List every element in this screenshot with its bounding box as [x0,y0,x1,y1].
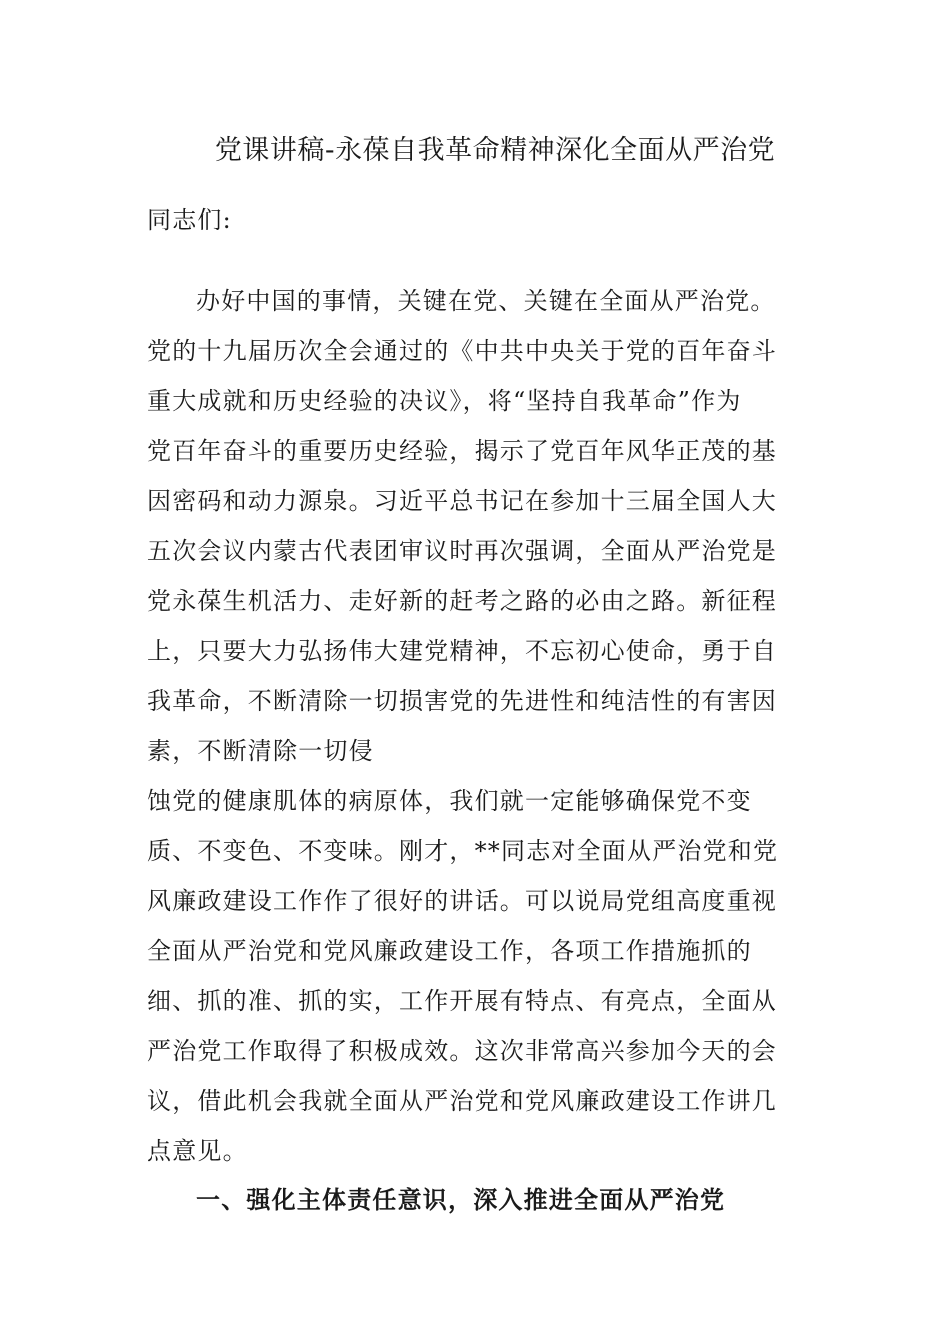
paragraph-line: 蚀党的健康肌体的病原体，我们就一定能够确保党不变 [147,787,752,815]
paragraph-line: 素，不断清除一切侵 [147,737,374,765]
salutation: 同志们: [147,206,232,234]
paragraph-line: 细、抓的准、抓的实，工作开展有特点、有亮点，全面从 [147,987,777,1015]
paragraph-line: 点意见。 [147,1137,248,1165]
paragraph-line: 党百年奋斗的重要历史经验，揭示了党百年风华正茂的基 [147,437,777,465]
paragraph-line: 严治党工作取得了积极成效。这次非常高兴参加今天的会 [147,1037,777,1065]
paragraph-line: 上，只要大力弘扬伟大建党精神，不忘初心使命，勇于自 [147,637,777,665]
paragraph-line: 我革命，不断清除一切损害党的先进性和纯洁性的有害因 [147,687,777,715]
paragraph-line: 办好中国的事情，关键在党、关键在全面从严治党。 [196,287,776,315]
paragraph-line: 全面从严治党和党风廉政建设工作，各项工作措施抓的 [147,937,752,965]
paragraph-line: 重大成就和历史经验的决议》，将“坚持自我革命”作为 [147,387,742,415]
document-title: 党课讲稿-永葆自我革命精神深化全面从严治党 [214,135,776,166]
paragraph-line: 议，借此机会我就全面从严治党和党风廉政建设工作讲几 [147,1087,777,1115]
paragraph-line: 风廉政建设工作作了很好的讲话。可以说局党组高度重视 [147,887,777,915]
paragraph-line: 党永葆生机活力、走好新的赶考之路的必由之路。新征程 [147,587,777,615]
paragraph-line: 因密码和动力源泉。习近平总书记在参加十三届全国人大 [147,487,777,515]
paragraph-line: 党的十九届历次全会通过的《中共中央关于党的百年奋斗 [147,337,777,365]
paragraph-line: 五次会议内蒙古代表团审议时再次强调，全面从严治党是 [147,537,777,565]
section-heading: 一、强化主体责任意识，深入推进全面从严治党 [196,1186,726,1214]
paragraph-line: 质、不变色、不变味。刚才，**同志对全面从严治党和党 [147,837,779,865]
